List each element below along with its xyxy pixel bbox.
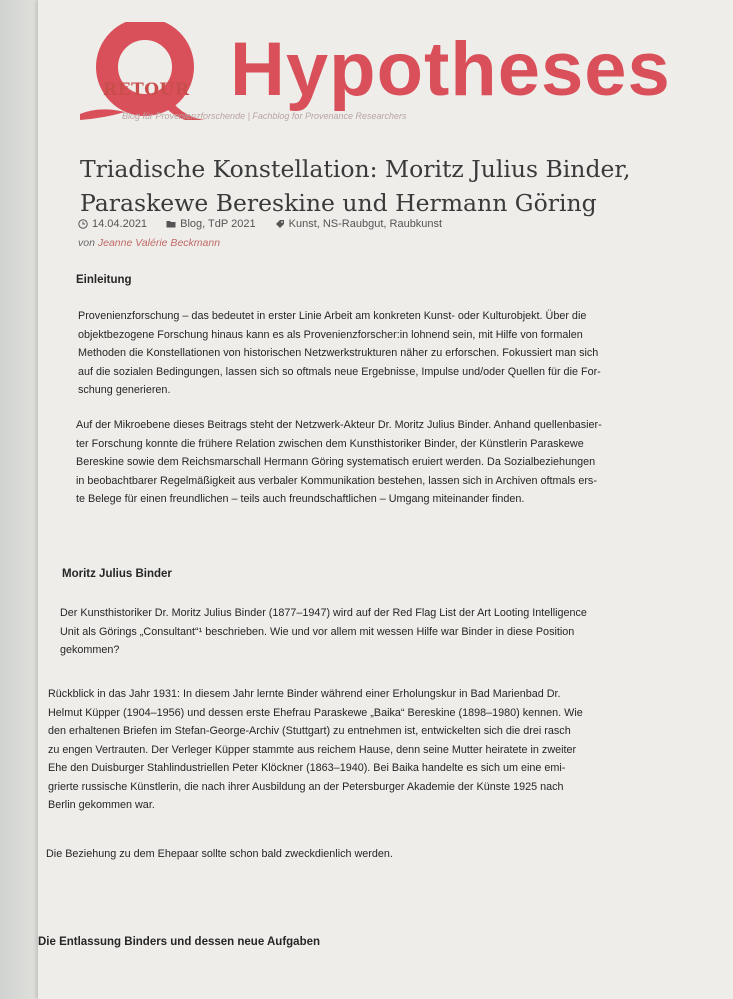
binder-paragraph-1	[60, 604, 660, 660]
text-line: gekommen?	[60, 644, 120, 656]
folder-icon	[166, 219, 176, 229]
site-tagline: Blog für Provenienzforschende | Fachblog for Provenance Researchers	[122, 111, 407, 121]
binder-paragraph-2	[48, 685, 660, 815]
text-line: den erhaltenen Briefen im Stefan-George-Archiv (Stuttgart) zu entnehmen ist, entwickelten sich die drei rasch	[48, 725, 571, 737]
text-line: objektbezogene Forschung hinaus kann es als Provenienzforscher:in lohnend sein, mit Hilfe von formalen	[78, 328, 583, 341]
clock-icon	[78, 219, 88, 229]
text-line: te Belege für einen freundlichen – teils auch freundschaftlichen – Umgang miteinander finden.	[76, 493, 525, 505]
section-heading-dismissal: Die Entlassung Binders und dessen neue Aufgaben	[38, 936, 321, 948]
post-categories[interactable]	[166, 218, 255, 230]
text-line: Rückblick in das Jahr 1931: In diesem Jahr lernte Binder während einer Erholungskur in Bad Marienbad Dr.	[48, 688, 561, 700]
post-tags[interactable]	[275, 218, 442, 230]
post-date[interactable]	[78, 218, 147, 230]
text-line: in beobachtbarer Regelmäßigkeit aus verbaler Kommunikation bestehen, lassen sich in Archiven oftmals ers-	[76, 474, 597, 487]
text-line: zu engen Vertrauten. Der Verleger Küpper stammte aus reichem Hause, denn seine Mutter heiratete in zweiter	[48, 743, 577, 756]
post-title-line-1: Triadische Konstellation: Moritz Julius Binder,	[80, 155, 631, 183]
text-line: ter Forschung konnte die frühere Relation zwischen dem Kunsthistoriker Binder, der Künstlerin Paraskewe	[76, 437, 584, 450]
site-logo-icon[interactable]	[80, 22, 210, 122]
post-meta	[78, 218, 458, 232]
post-categories-text: Blog, TdP 2021	[180, 218, 256, 230]
post-date-text: 14.04.2021	[92, 218, 148, 230]
section-heading-intro: Einleitung	[76, 274, 132, 286]
tag-icon	[275, 219, 285, 229]
post-tags-text: Kunst, NS-Raubgut, Raubkunst	[288, 218, 443, 230]
text-line: Berlin gekommen war.	[48, 799, 155, 811]
binder-paragraph-3: Die Beziehung zu dem Ehepaar sollte schon bald zweckdienlich werden.	[46, 848, 393, 860]
byline-prefix: von	[78, 237, 95, 249]
text-line: auf die sozialen Bedingungen, lassen sich so oftmals neue Ergebnisse, Impulse und/oder Quellen für die For-	[78, 365, 601, 378]
site-title[interactable]: Hypotheses	[230, 27, 671, 112]
text-line: Methoden die Konstellationen von historischen Netzwerkstrukturen näher zu erforschen. Fokussiert man sich	[78, 347, 599, 359]
text-line: Provenienzforschung – das bedeutet in erster Linie Arbeit am konkreten Kunst- oder Kulturobjekt. Über die	[78, 310, 587, 322]
section-heading-binder: Moritz Julius Binder	[62, 568, 172, 580]
text-line: Helmut Küpper (1904–1956) und dessen erste Ehefrau Paraskewe „Baika“ Bereskine (1898–1980) kennen. Wie	[48, 706, 583, 719]
background-edge	[0, 0, 40, 999]
logo-wordmark: RETOUR	[103, 80, 190, 100]
text-line: Der Kunsthistoriker Dr. Moritz Julius Binder (1877–1947) wird auf der Red Flag List der Art Looting Intelligence	[60, 607, 587, 619]
post-byline	[78, 237, 220, 249]
post-title-line-2: Paraskewe Bereskine und Hermann Göring	[80, 189, 597, 217]
author-link[interactable]: Jeanne Valérie Beckmann	[97, 237, 221, 249]
text-line: Bereskine sowie dem Reichsmarschall Hermann Göring systematisch eruiert werden. Da Sozialbeziehungen	[76, 456, 596, 468]
intro-paragraph-2	[76, 416, 661, 509]
text-line: schung generieren.	[78, 384, 171, 396]
text-line: Auf der Mikroebene dieses Beitrags steht der Netzwerk-Akteur Dr. Moritz Julius Binder. Anhand quellenbasier-	[76, 419, 602, 431]
post-title	[80, 152, 640, 220]
intro-paragraph-1	[78, 307, 658, 400]
text-line: Unit als Görings „Consultant“¹ beschrieben. Wie und vor allem mit wessen Hilfe war Binder in diese Position	[60, 625, 575, 638]
text-line: Ehe den Duisburger Stahlindustriellen Peter Klöckner (1863–1940). Bei Baika handelte es sich um eine emi-	[48, 762, 566, 774]
text-line: grierte russische Künstlerin, die nach ihrer Ausbildung an der Petersburger Akademie der Künste 1925 nach	[48, 780, 564, 793]
